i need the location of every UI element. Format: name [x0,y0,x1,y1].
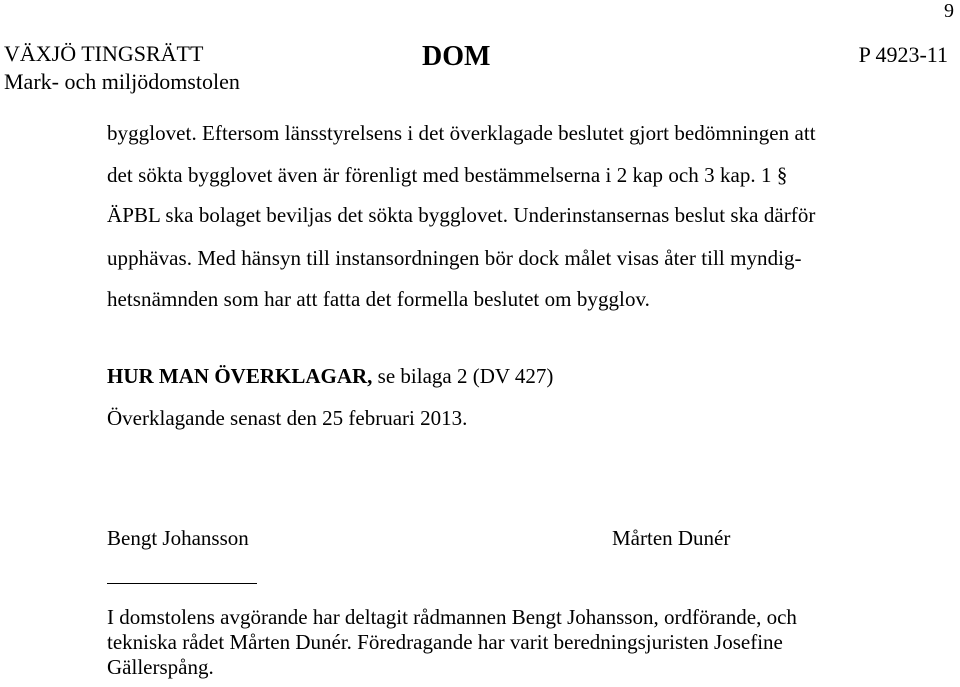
appeal-heading-bold: HUR MAN ÖVERKLAGAR, [107,364,373,388]
signature-judge-2: Mårten Dunér [612,526,731,550]
body-line: upphävas. Med hänsyn till instansordningen bör dock målet visas åter till myndig- [107,246,802,270]
court-division: Mark- och miljödomstolen [4,69,240,94]
court-name: VÄXJÖ TINGSRÄTT [4,41,204,66]
appeal-heading [107,364,553,389]
signature-judge-1: Bengt Johansson [107,526,249,550]
footnote-divider [107,583,257,584]
body-line: hetsnämnden som har att fatta det formella beslutet om bygglov. [107,287,650,311]
appeal-heading-rest: se bilaga 2 (DV 427) [372,364,554,388]
footnote-line: tekniska rådet Mårten Dunér. Föredragande har varit beredningsjuristen Josefine [107,630,783,654]
document-type: DOM [422,41,491,72]
footnote-line: Gällerspång. [107,655,214,679]
body-line: bygglovet. Eftersom länsstyrelsens i det överklagade beslutet gjort bedömningen att [107,121,816,145]
body-line: det sökta bygglovet även är förenligt med bestämmelserna i 2 kap och 3 kap. 1 § [107,163,788,187]
page-number: 9 [944,0,954,22]
case-number: P 4923-11 [858,42,948,67]
body-line: ÄPBL ska bolaget beviljas det sökta bygglovet. Underinstansernas beslut ska därför [107,203,816,227]
appeal-deadline: Överklagande senast den 25 februari 2013. [107,406,468,430]
footnote-line: I domstolens avgörande har deltagit rådmannen Bengt Johansson, ordförande, och [107,605,797,629]
